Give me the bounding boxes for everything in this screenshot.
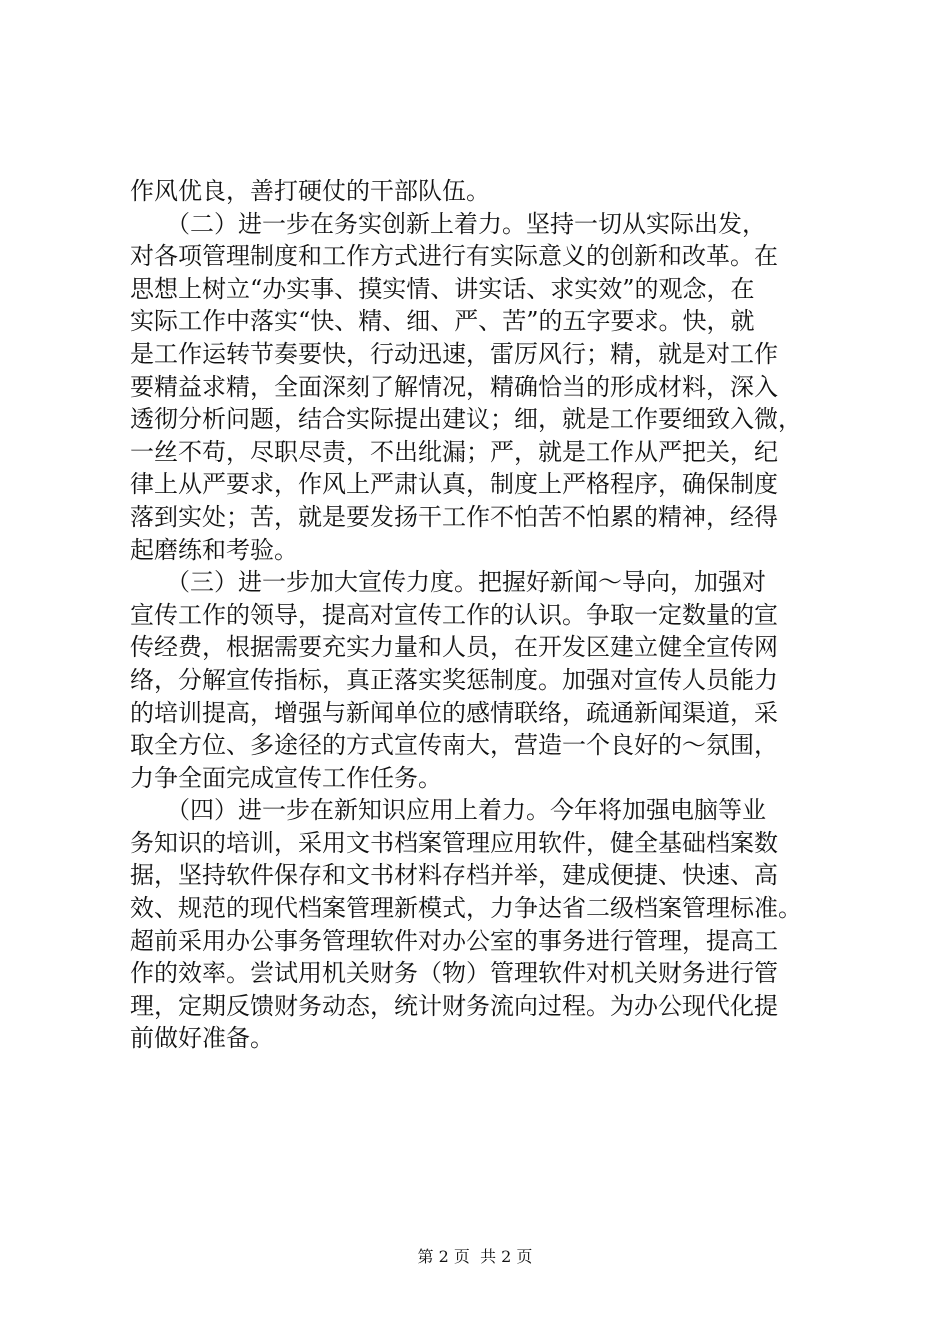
text-line: 一丝不苟，尽职尽责，不出纰漏；严，就是工作从严把关，纪 bbox=[130, 437, 778, 466]
text-line: 实际工作中落实“快、精、细、严、苦”的五字要求。快，就 bbox=[130, 307, 755, 336]
text-line: （四）进一步在新知识应用上着力。今年将加强电脑等业 bbox=[130, 796, 766, 825]
page-footer: 第 2 页 共 2 页 bbox=[417, 1247, 533, 1266]
text-line: 络，分解宣传指标，真正落实奖惩制度。加强对宣传人员能力 bbox=[130, 665, 778, 694]
text-line: 的培训提高，增强与新闻单位的感情联络，疏通新闻渠道，采 bbox=[130, 698, 778, 727]
text-line: 是工作运转节奏要快，行动迅速，雷厉风行；精，就是对工作 bbox=[130, 339, 778, 368]
text-line: 宣传工作的领导，提高对宣传工作的认识。争取一定数量的宣 bbox=[130, 600, 778, 629]
text-line: 落到实处；苦，就是要发扬干工作不怕苦不怕累的精神，经得 bbox=[130, 502, 778, 531]
text-line: 作风优良，善打硬仗的干部队伍。 bbox=[130, 177, 490, 205]
text-line: 要精益求精，全面深刻了解情况，精确恰当的形成材料，深入 bbox=[130, 372, 778, 401]
text-line: （二）进一步在务实创新上着力。坚持一切从实际出发， bbox=[130, 209, 766, 238]
text-line: 律上从严要求，作风上严肃认真，制度上严格程序，确保制度 bbox=[130, 470, 778, 499]
text-line: 理，定期反馈财务动态，统计财务流向过程。为办公现代化提 bbox=[130, 991, 778, 1020]
text-line: 据，坚持软件保存和文书材料存档并举，建成便捷、快速、高 bbox=[130, 861, 778, 890]
body-text bbox=[130, 175, 830, 1055]
text-line: 超前采用办公事务管理软件对办公室的事务进行管理，提高工 bbox=[130, 926, 778, 955]
text-line: 对各项管理制度和工作方式进行有实际意义的创新和改革。在 bbox=[130, 242, 778, 271]
text-line: 务知识的培训，采用文书档案管理应用软件，健全基础档案数 bbox=[130, 828, 778, 857]
text-line: 力争全面完成宣传工作任务。 bbox=[130, 763, 442, 792]
text-line: 透彻分析问题，结合实际提出建议；细，就是工作要细致入微， bbox=[130, 405, 802, 434]
text-line: 前做好准备。 bbox=[130, 1024, 274, 1053]
text-line: 效、规范的现代档案管理新模式，力争达省二级档案管理标准。 bbox=[130, 894, 802, 923]
text-line: 思想上树立“办实事、摸实情、讲实话、求实效”的观念，在 bbox=[130, 274, 755, 303]
text-line: （三）进一步加大宣传力度。把握好新闻～导向，加强对 bbox=[130, 568, 766, 597]
text-line: 传经费，根据需要充实力量和人员，在开发区建立健全宣传网 bbox=[130, 633, 778, 662]
text-line: 起磨练和考验。 bbox=[130, 535, 298, 564]
text-line: 取全方位、多途径的方式宣传南大，营造一个良好的～氛围， bbox=[130, 731, 778, 760]
text-line: 作的效率。尝试用机关财务（物）管理软件对机关财务进行管 bbox=[130, 959, 778, 988]
